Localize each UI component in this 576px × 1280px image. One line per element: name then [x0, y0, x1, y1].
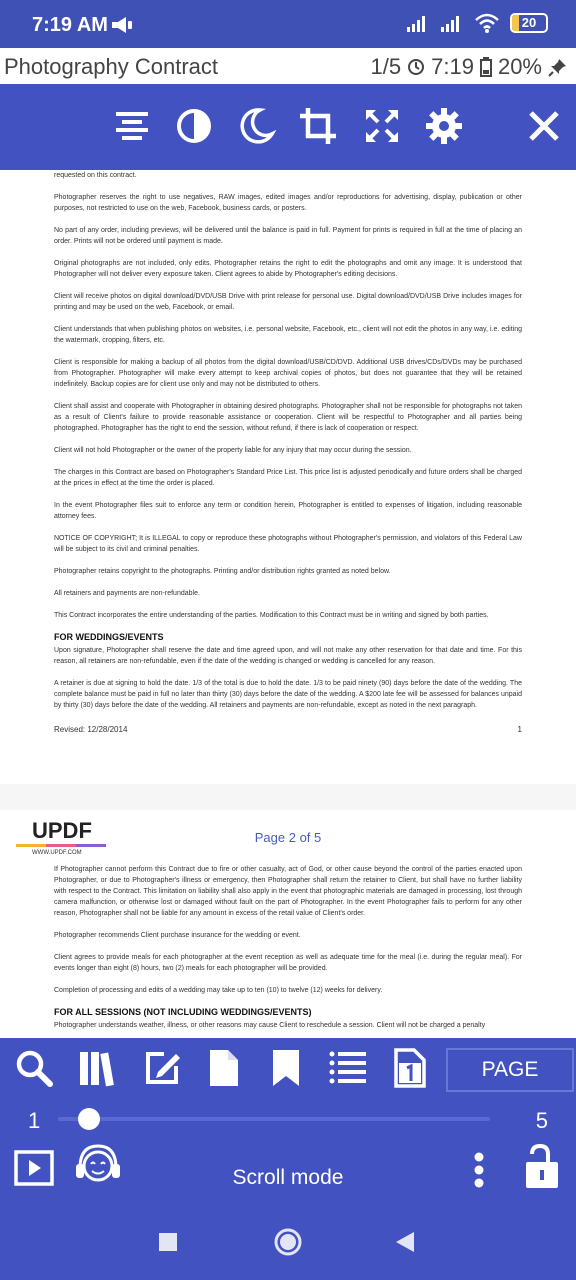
page-mode-button[interactable]: PAGE — [446, 1048, 574, 1092]
page-1-section-paragraph: A retainer is due at signing to hold the date. 1/3 of the total is due to hold the date. 1/3 to be paid ninety (90) days before the date of the wedding. The complete balance must be paid in full no later than thirty (30) days before the date of the wedding. A $200 late fee will be assessed for balances unpaid by thirty (30) days before the date of the wedding. All retainers and payments are non-refundable, except as noted in the next paragraph. — [54, 680, 522, 709]
logo-text: UPDF — [32, 818, 92, 843]
page-number-icon[interactable] — [390, 1048, 430, 1088]
scroll-mode-label[interactable]: Scroll mode — [232, 1166, 344, 1189]
home-button-icon[interactable] — [273, 1227, 303, 1257]
fullscreen-icon[interactable] — [362, 106, 402, 146]
page-separator — [0, 784, 576, 810]
page-1-paragraph: requested on this contract. — [54, 172, 137, 179]
page-1-paragraph: Client understands that when publishing photos on websites, i.e. personal website, Facebook, etc., client will not edit the photos in any way, i.e. editing the watermark, cropping, filters, etc. — [54, 326, 522, 344]
navigation-bar — [0, 1200, 576, 1280]
page-2-paragraph: Client agrees to provide meals for each photographer at the event reception as well as adequate time for the meal (i.e. during the regular meal). For events longer than eight (8) hours, two (2) meals for each photographer will be provided. — [54, 954, 522, 972]
battery-percent: 20% — [497, 54, 542, 79]
close-icon[interactable] — [524, 106, 564, 146]
title-bar — [0, 48, 576, 84]
clock-icon — [407, 58, 425, 76]
page-1-section-paragraph: Upon signature, Photographer shall reserve the date and time agreed upon, and will not make any other reservation for that date and time. For this reason, all retainers are non-refundable, even if the date of the wedding is changed or wedding is cancelled for any reason. — [54, 647, 522, 665]
page-1-body — [54, 170, 522, 621]
page-1-paragraph: Original photographs are not included, only edits. Photographer retains the right to edit the photographs and omit any image. It is understood that Photographer will not deliver every exposure taken. Client agrees to abide by Photographer's editing decisions. — [54, 260, 522, 278]
page-1-paragraph: Client is responsible for making a backup of all photos from the digital download/USB/CD/DVD. Additional USB drives/CDs/DVDs may be purchased from Photographer. Photographer will make every attempt to keep archival copies of photos, but does not guarantee that they will be retained indefinitely. Backup copies are for client use only and may not be distributed to others. — [54, 359, 522, 388]
page-1-number: 1 — [517, 725, 522, 734]
slider-min-label: 1 — [28, 1108, 41, 1133]
settings-icon[interactable] — [424, 106, 464, 146]
battery-level: 20 — [521, 15, 537, 30]
signal-icon — [406, 13, 430, 33]
page-1-paragraph: In the event Photographer files suit to enforce any term or condition herein, Photographer is entitled to expenses of litigation, including reasonable attorney fees. — [54, 502, 522, 520]
page-2-body — [54, 864, 522, 996]
page-icon[interactable] — [204, 1048, 244, 1088]
signal-icon-2 — [440, 13, 464, 33]
title-info — [371, 54, 568, 80]
page-info: 1/5 — [370, 54, 402, 79]
page-1-paragraph: Client shall assist and cooperate with Photographer in obtaining desired photographs. Photographer shall not be responsible for photographs not taken as a result of Client's failure to provide reasonable assistance or cooperation. Client will be respectful to Photographer and all parties being photographed. Photographer has the right to end the session, without refund, if there is lack of cooperation or respect. — [54, 403, 522, 432]
slider-max-label: 5 — [535, 1108, 548, 1133]
align-icon[interactable] — [112, 106, 152, 146]
section-heading-weddings: FOR WEDDINGS/EVENTS — [54, 632, 164, 642]
unlock-icon[interactable] — [522, 1142, 562, 1190]
page-2 — [0, 864, 576, 1038]
page-slider-thumb[interactable] — [78, 1108, 100, 1130]
megaphone-icon — [110, 14, 134, 36]
back-button-icon[interactable] — [394, 1230, 416, 1254]
page-1-paragraph: No part of any order, including previews, will be delivered until the balance is paid in full. Payment for prints is required in full at the time of placing an order. Prints will not be ordered until payment is made. — [54, 227, 522, 245]
page-1-paragraph: Photographer reserves the right to use negatives, RAW images, edited images and/or reproductions for advertising, display, publication or other purposes, not restricted to use on the web, Facebook, business cards, or posters. — [54, 194, 522, 212]
page-1-paragraph: The charges in this Contract are based on Photographer's Standard Price List. This price list is adjusted periodically and future orders shall be charged at the prices in effect at the time the order is placed. — [54, 469, 522, 487]
status-time: 7:19 AM — [32, 14, 108, 36]
revised-date: Revised: 12/28/2014 — [54, 725, 128, 734]
page-1-paragraph: Photographer retains copyright to the photographs. Printing and/or distribution rights granted as noted below. — [54, 568, 391, 575]
status-bar — [0, 0, 576, 48]
status-icons — [406, 12, 548, 34]
page-1-paragraph: Client will not hold Photographer or the owner of the property liable for any injury that may occur during the session. — [54, 447, 412, 454]
pin-icon[interactable] — [548, 57, 568, 77]
page-1-paragraph: All retainers and payments are non-refundable. — [54, 590, 200, 597]
wifi-icon — [474, 12, 500, 34]
section-heading-sessions: FOR ALL SESSIONS (NOT INCLUDING WEDDINGS/EVENTS) — [54, 1007, 312, 1017]
list-icon[interactable] — [328, 1048, 368, 1088]
battery-small-icon — [480, 57, 492, 77]
page-1-paragraph: NOTICE OF COPYRIGHT; It is ILLEGAL to copy or reproduce these photographs without Photographer's permission, and violators of this Federal Law will be subject to its civil and criminal penalties. — [54, 535, 522, 553]
crop-icon[interactable] — [298, 106, 338, 146]
top-toolbar — [0, 84, 576, 170]
page-1-footer — [54, 725, 522, 734]
bottom-toolbar — [0, 1038, 576, 1200]
page-1-paragraph: This Contract incorporates the entire understanding of the parties. Modification to this Contract must be in writing and signed by both parties. — [54, 612, 489, 619]
contrast-icon[interactable] — [174, 106, 214, 146]
edit-icon[interactable] — [142, 1048, 182, 1088]
page-indicator: Page 2 of 5 — [254, 830, 322, 845]
clock-time: 7:19 — [431, 54, 474, 79]
page-2-paragraph: If Photographer cannot perform this Contract due to fire or other casualty, act of God, or other cause beyond the control of the parties enacted upon Photographer, or due to Photographer's illness or emergency, then Photographer shall return the retainer to Client, but shall have no further liability with respect to the Contract. This limitation on liability shall also apply in the event that photographic materials are damaged in processing, lost through camera malfunction, or otherwise lost or damaged without fault on the part of Photographer. In the event Photographer fails to perform for any other reason, Photographer shall not be liable for any amount in excess of the retail value of Client's order. — [54, 866, 522, 917]
recents-button-icon[interactable] — [158, 1232, 178, 1252]
document-title: Photography Contract — [4, 54, 219, 79]
library-icon[interactable] — [78, 1048, 118, 1088]
bookmark-icon[interactable] — [266, 1048, 306, 1088]
logo-url: WWW.UPDF.COM — [32, 850, 82, 856]
page-1 — [0, 170, 576, 734]
night-mode-icon[interactable] — [236, 106, 276, 146]
page-slider-track[interactable] — [58, 1117, 490, 1121]
page-2-section-paragraph: Photographer understands weather, illness, or other reasons may cause Client to reschedule a session. Client will not be charged a penalty — [54, 1022, 486, 1029]
page-1-section-body — [54, 645, 522, 711]
search-icon[interactable] — [14, 1048, 54, 1088]
battery-icon — [510, 13, 548, 33]
more-options-icon[interactable] — [470, 1150, 488, 1190]
document-viewer[interactable] — [0, 170, 576, 1038]
page-1-paragraph: Client will receive photos on digital download/DVD/USB Drive with print release for personal use. Digital download/DVD/USB Drive includes images for printing and may be used on the web, Facebook, or email. — [54, 293, 522, 311]
page-2-paragraph: Completion of processing and edits of a wedding may take up to ten (10) to twelve (12) weeks for delivery. — [54, 987, 383, 994]
page-2-paragraph: Photographer recommends Client purchase insurance for the wedding or event. — [54, 932, 301, 939]
